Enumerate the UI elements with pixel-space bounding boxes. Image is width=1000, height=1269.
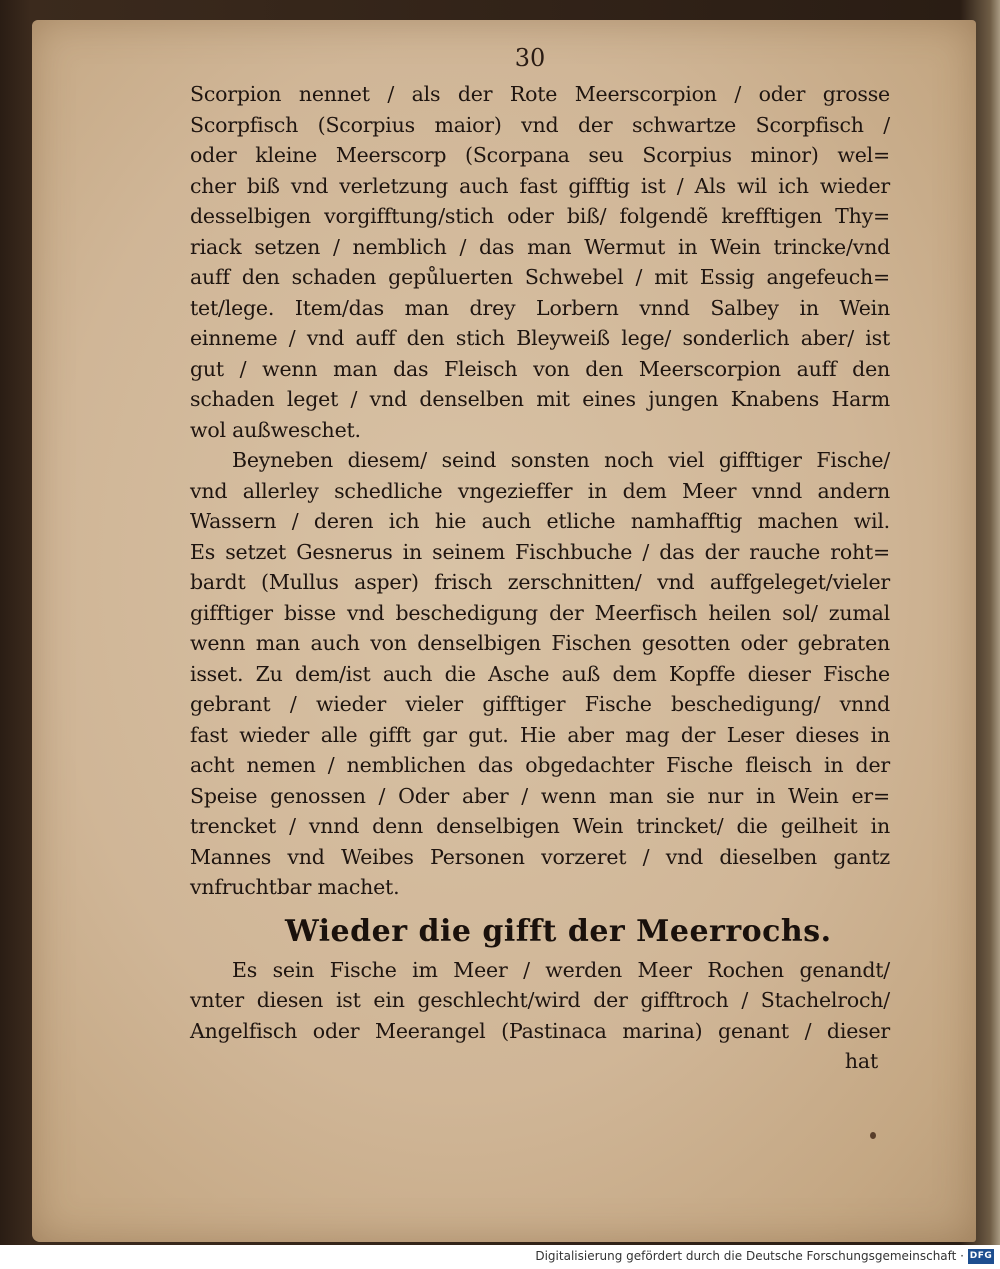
text-line: vnd allerley schedliche vngezieffer in dem Meer vnnd andern	[190, 478, 890, 503]
text-line: trencket / vnnd denn denselbigen Wein trincket/ die geilheit in	[190, 814, 890, 838]
text-line: isset. Zu dem/ist auch die Asche auß dem Kopffe dieser Fische	[190, 661, 890, 686]
text-line: vnter diesen ist ein geschlecht/wird der gifftroch / Stachelroch/	[190, 988, 890, 1012]
text-line: Wassern / deren ich hie auch etliche namhafftig machen wil.	[190, 509, 890, 533]
text-line: wol außweschet.	[190, 417, 361, 442]
text-line: Speise genossen / Oder aber / wenn man sie nur in Wein er=	[190, 783, 890, 808]
page-number: 30	[514, 44, 546, 72]
catchword: hat	[844, 1049, 878, 1073]
footer-bar	[0, 1245, 1000, 1269]
text-line: wenn man auch von denselbigen Fischen gesotten oder gebraten	[190, 631, 890, 655]
text-line: einneme / vnd auff den stich Bleyweiß lege/ sonderlich aber/ ist	[190, 326, 890, 350]
text-line: auff den schaden gepůluerten Schwebel / mit Essig angefeuch=	[190, 265, 890, 289]
text-line: tet/lege. Item/das man drey Lorbern vnnd Salbey in Wein	[190, 295, 890, 320]
dfg-logo-icon: DFG	[968, 1249, 994, 1264]
text-line: riack setzen / nemblich / das man Wermut in Wein trincke/vnd	[190, 234, 890, 259]
text-line: Scorpfisch (Scorpius maior) vnd der schwartze Scorpfisch /	[190, 112, 890, 137]
text-line: fast wieder alle gifft gar gut. Hie aber mag der Leser dieses in	[190, 722, 890, 747]
text-line: cher biß vnd verletzung auch fast gifftig ist / Als wil ich wieder	[190, 173, 890, 198]
text-line: desselbigen vorgifftung/stich oder biß/ folgendẽ krefftigen Thy=	[190, 204, 890, 228]
text-line: Mannes vnd Weibes Personen vorzeret / vnd dieselben gantz	[190, 844, 890, 869]
page-text	[190, 79, 890, 1077]
text-line: schaden leget / vnd denselben mit eines jungen Knabens Harm	[190, 387, 890, 411]
text-line: Angelfisch oder Meerangel (Pastinaca marina) genant / dieser	[190, 1018, 890, 1043]
text-line: Es sein Fische im Meer / werden Meer Rochen genandt/	[232, 957, 890, 982]
text-line: acht nemen / nemblichen das obgedachter Fische fleisch in der	[190, 753, 890, 777]
text-line: Es setzet Gesnerus in seinem Fischbuche / das der rauche roht=	[190, 539, 890, 564]
text-line: Scorpion nennet / als der Rote Meerscorpion / oder grosse	[190, 82, 890, 106]
text-line: gifftiger bisse vnd beschedigung der Meerfisch heilen sol/ zumal	[190, 600, 890, 625]
text-line: bardt (Mullus asper) frisch zerschnitten/ vnd auffgeleget/vieler	[190, 570, 890, 594]
text-line: gebrant / wieder vieler gifftiger Fische beschedigung/ vnnd	[190, 692, 890, 716]
text-line: Beyneben diesem/ seind sonsten noch viel gifftiger Fische/	[232, 448, 890, 472]
section-heading: Wieder die gifft der Meerrochs.	[285, 913, 832, 949]
text-line: vnfruchtbar machet.	[190, 875, 400, 899]
text-line: oder kleine Meerscorp (Scorpana seu Scorpius minor) wel=	[190, 143, 890, 167]
footer-credit: Digitalisierung gefördert durch die Deutsche Forschungsgemeinschaft ·	[535, 1249, 964, 1263]
text-line: gut / wenn man das Fleisch von den Meerscorpion auff den	[190, 356, 890, 381]
ink-spot	[870, 1132, 876, 1139]
